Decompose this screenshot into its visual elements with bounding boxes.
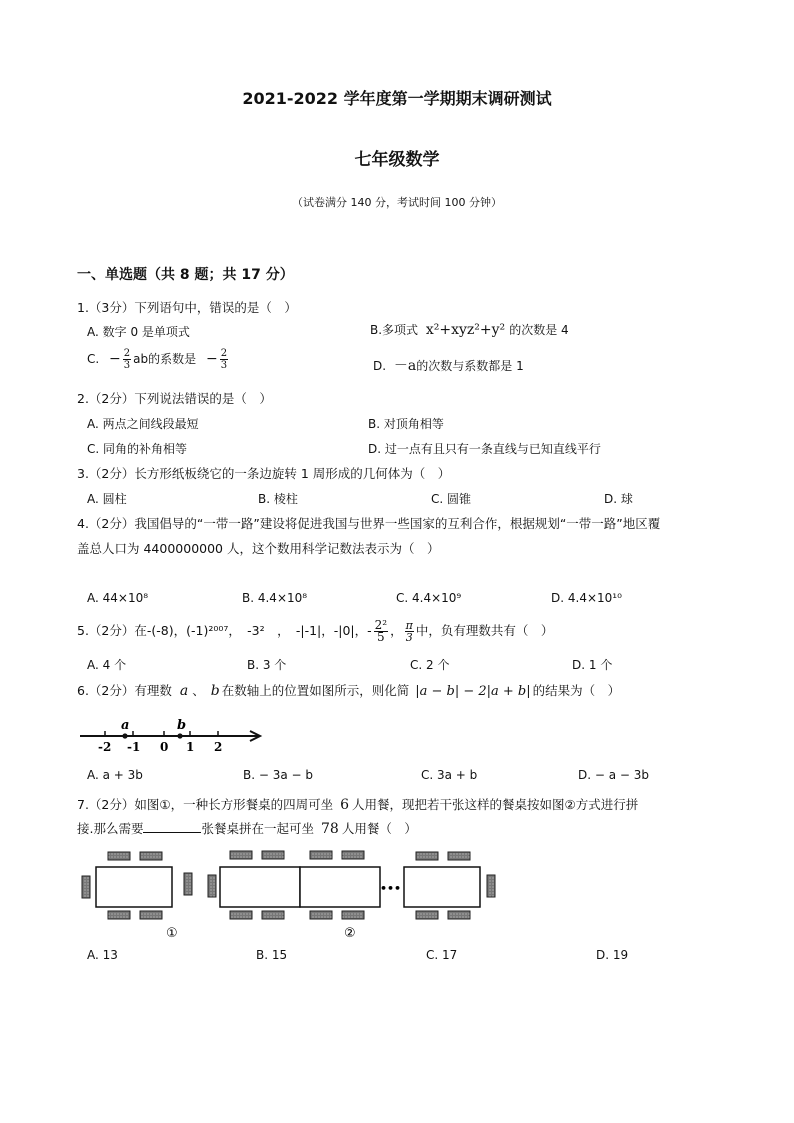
- figure-1-label: ①: [166, 926, 178, 941]
- point-a-dot: [122, 733, 127, 738]
- q7-num6: 6: [340, 797, 349, 813]
- chair-bottom-2: [140, 911, 162, 919]
- ellipsis: •••: [380, 882, 402, 895]
- table-c: [404, 867, 480, 907]
- q7-answer-blank: [143, 820, 201, 833]
- q1-option-b-expr: x²+xyz²+y²: [425, 322, 506, 338]
- chair-right-2: [487, 875, 495, 897]
- chair-top-1: [108, 852, 130, 860]
- table-a: [220, 867, 300, 907]
- q1-option-c-frac2: $\frac{2}{3}$: [220, 348, 228, 371]
- q5-sep: ，: [390, 623, 403, 638]
- q5-stem-post: 中，负有理数共有（ ）: [415, 623, 554, 638]
- chair-bottom-6: [342, 911, 364, 919]
- point-b-dot: [177, 733, 182, 738]
- chair-top-3: [230, 851, 252, 859]
- q7-line2: [77, 819, 417, 837]
- q3-stem: 3.（2分）长方形纸板绕它的一条边旋转 1 周形成的几何体为（ ）: [77, 466, 451, 481]
- q1-option-d-pre: D.: [373, 359, 387, 373]
- number-line-figure: [78, 712, 268, 754]
- q6-expr: |a − b| − 2|a + b|: [415, 684, 531, 699]
- q1-option-d-post: 的次数与系数都是 1: [416, 359, 524, 373]
- q4-stem-line1: 4.（2分）我国倡导的“一带一路”建设将促进我国与世界一些国家的互利合作，根据规划“一带一路”地区覆: [77, 516, 661, 531]
- q6-stem-mid: 在数轴上的位置如图所示，则化简: [221, 683, 410, 698]
- q6-var-a: a: [179, 683, 189, 699]
- q7-option-a: A. 13: [87, 948, 118, 962]
- exam-title: 2021-2022 学年度第一学期期末调研测试: [242, 89, 552, 108]
- q5-frac2: $\frac{\pi}{3}$: [405, 619, 413, 644]
- chair-top-6: [342, 851, 364, 859]
- q7-line2-post: 人用餐（ ）: [341, 821, 417, 836]
- q3-option-c: C. 圆锥: [431, 492, 472, 506]
- axis-label-minus1: -1: [127, 740, 141, 754]
- q2-option-a: A. 两点之间线段最短: [87, 417, 199, 431]
- q7-num78: 78: [320, 821, 339, 837]
- q2-option-b: B. 对顶角相等: [368, 417, 444, 431]
- axis-label-2: 2: [214, 740, 223, 754]
- q2-option-d: D. 过一点有且只有一条直线与已知直线平行: [368, 442, 601, 456]
- q1-option-d-math: －a: [393, 358, 417, 374]
- chair-right: [184, 873, 192, 895]
- chair-top-5: [310, 851, 332, 859]
- q1-option-c-pre: C.: [87, 352, 100, 366]
- q3-option-d: D. 球: [604, 492, 633, 506]
- q1-option-b-pre: B.多项式: [370, 323, 419, 337]
- q6-stem: [77, 681, 620, 699]
- q5-stem-pre: 5.（2分）在-(-8)，(-1)²⁰⁰⁷， -3² ， -|-1|，-|0|，-: [77, 623, 372, 638]
- section-heading: 一、单选题（共 8 题；共 17 分）: [77, 267, 294, 283]
- q1-option-c: [87, 348, 230, 371]
- chair-top-2: [140, 852, 162, 860]
- chair-bottom-5: [310, 911, 332, 919]
- q6-sep: 、: [192, 683, 205, 698]
- q5-option-a: A. 4 个: [87, 658, 127, 672]
- chair-top-4: [262, 851, 284, 859]
- q4-option-d: D. 4.4×10¹⁰: [551, 591, 622, 605]
- q6-stem-pre: 6.（2分）有理数: [77, 683, 172, 698]
- q4-option-c: C. 4.4×10⁹: [396, 591, 462, 605]
- q7-line1-pre: 7.（2分）如图①，一种长方形餐桌的四周可坐: [77, 797, 334, 812]
- q7-line2-mid: 张餐桌拼在一起可坐: [201, 821, 314, 836]
- chair-bottom-7: [416, 911, 438, 919]
- q5-option-d: D. 1 个: [572, 658, 613, 672]
- chair-top-8: [448, 852, 470, 860]
- q7-line2-pre: 接.那么需要: [77, 821, 144, 836]
- chair-bottom-3: [230, 911, 252, 919]
- q6-option-a: A. a + 3b: [87, 768, 143, 782]
- q4-option-a: A. 44×10⁸: [87, 591, 149, 605]
- q5-option-b: B. 3 个: [247, 658, 287, 672]
- q7-option-c: C. 17: [426, 948, 458, 962]
- q2-option-c: C. 同角的补角相等: [87, 442, 188, 456]
- axis-label-0: 0: [160, 740, 169, 754]
- q6-stem-post: 的结果为（ ）: [532, 683, 621, 698]
- chair-left: [82, 876, 90, 898]
- q4-option-b: B. 4.4×10⁸: [242, 591, 308, 605]
- q7-option-d: D. 19: [596, 948, 629, 962]
- q2-stem: 2.（2分）下列说法错误的是（ ）: [77, 391, 272, 406]
- q3-option-b: B. 棱柱: [258, 492, 298, 506]
- tables-figure: [78, 847, 498, 942]
- table: [96, 867, 172, 907]
- q1-option-b-post: 的次数是 4: [509, 323, 569, 337]
- q5-frac1: $\frac{\text{2²}}{5}$: [374, 618, 388, 644]
- q3-option-a: A. 圆柱: [87, 492, 127, 506]
- q1-option-c-minus: −: [109, 351, 121, 367]
- q1-option-b: [370, 321, 569, 338]
- q5-stem: [77, 620, 553, 643]
- chair-left-2: [208, 875, 216, 897]
- q5-option-c: C. 2 个: [410, 658, 450, 672]
- figure-2-label: ②: [344, 926, 356, 941]
- axis-label-1: 1: [186, 740, 195, 754]
- q7-line1: [77, 795, 638, 813]
- q4-stem-line2: 盖总人口为 4400000000 人，这个数用科学记数法表示为（ ）: [77, 541, 440, 556]
- axis-label-minus2: -2: [98, 740, 112, 754]
- point-b-label: b: [177, 718, 187, 733]
- chair-bottom-8: [448, 911, 470, 919]
- subject-title: 七年级数学: [354, 150, 440, 170]
- q1-option-c-mid: ab的系数是: [133, 352, 197, 366]
- q6-option-b: B. − 3a − b: [243, 768, 314, 782]
- q7-option-b: B. 15: [256, 948, 288, 962]
- q6-option-d: D. − a − 3b: [578, 768, 650, 782]
- chair-bottom-1: [108, 911, 130, 919]
- chair-top-7: [416, 852, 438, 860]
- q6-option-c: C. 3a + b: [421, 768, 478, 782]
- q6-var-b: b: [210, 683, 220, 699]
- q1-option-a: A. 数字 0 是单项式: [87, 325, 190, 339]
- chair-bottom-4: [262, 911, 284, 919]
- point-a-label: a: [121, 718, 130, 733]
- q1-stem: 1.（3分）下列语句中，错误的是（ ）: [77, 300, 297, 315]
- q1-option-d: [373, 355, 524, 375]
- table-b: [300, 867, 380, 907]
- figure-2-joined-tables: [208, 851, 495, 941]
- q1-option-c-minus2: −: [205, 351, 218, 367]
- exam-note: （试卷满分 140 分，考试时间 100 分钟）: [292, 196, 502, 209]
- q7-line1-post: 人用餐，现把若干张这样的餐桌按如图②方式进行拼: [352, 797, 639, 812]
- figure-1-single-table: [82, 852, 192, 941]
- q1-option-c-frac: $\frac{2}{3}$: [123, 348, 131, 371]
